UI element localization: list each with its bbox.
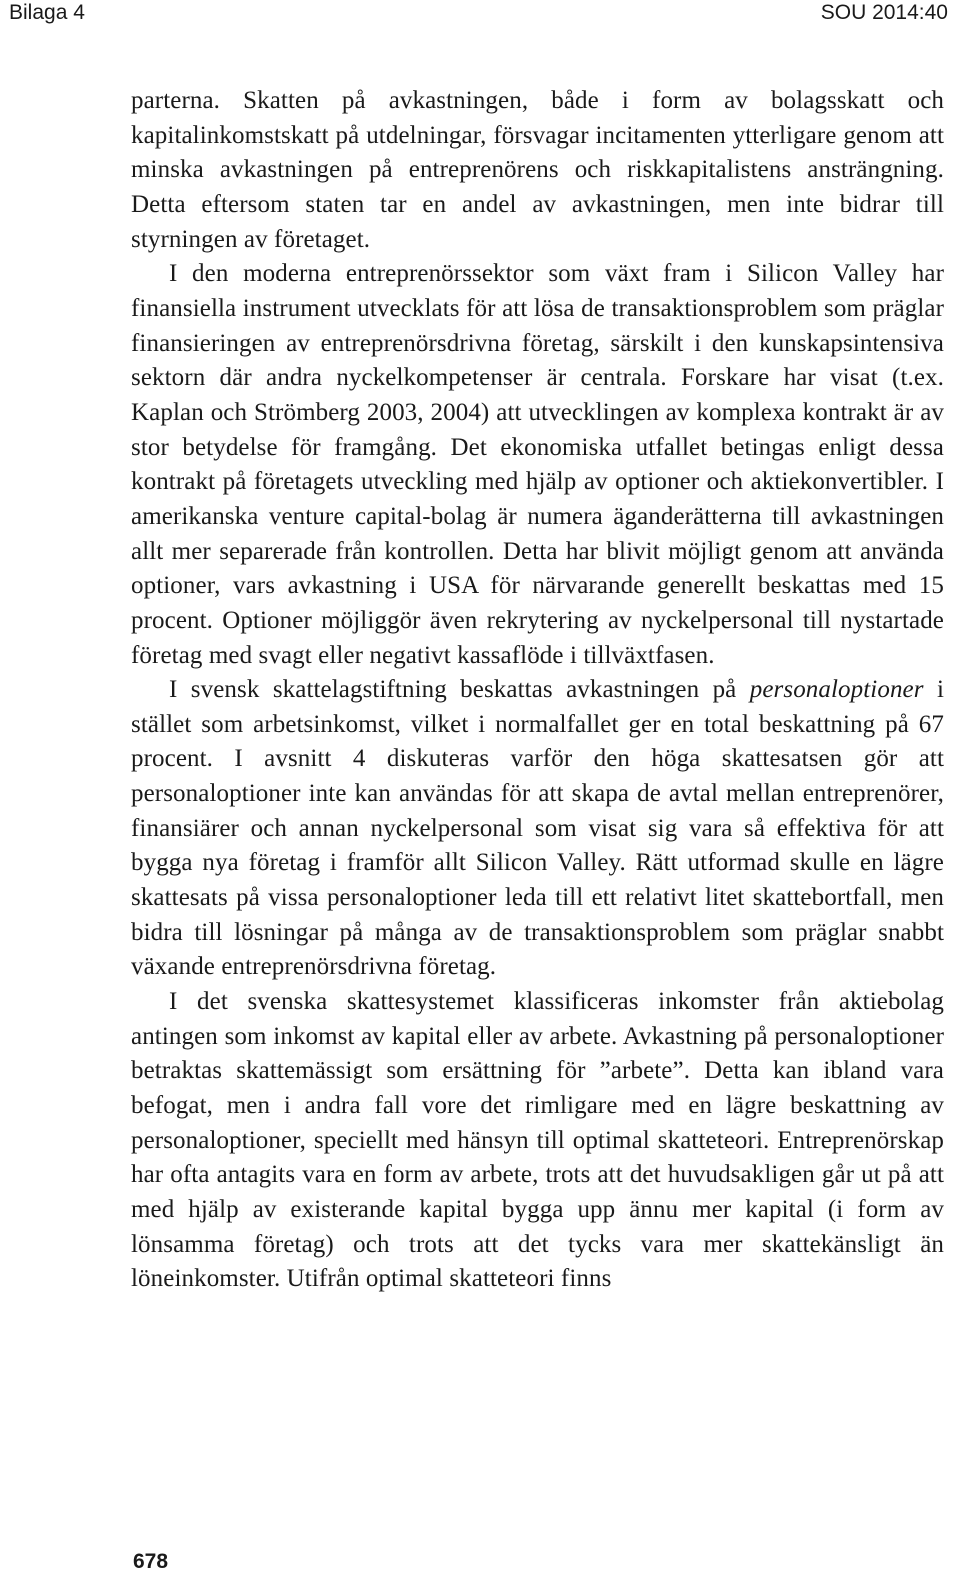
paragraph-1: parterna. Skatten på avkastningen, både i form av bolagsskatt och kapitalinkomstskatt på utdelningar, försvagar incitamenten ytterligare genom att minska avkastningen på entreprenörens och riskkapitalistens ansträngning. Detta eftersom staten tar en andel av avkastningen, men inte bidrar till styrningen av företaget. xyxy=(131,87,944,253)
header-report-id: SOU 2014:40 xyxy=(820,1,948,24)
body-text xyxy=(131,84,944,1297)
paragraph-2: I den moderna entreprenörssektor som växt fram i Silicon Valley har finansiella instrument utvecklats för att lösa de transaktionsproblem som präglar finansieringen av entreprenörsdrivna företag, särskilt i den kunskapsintensiva sektorn där andra nyckelkompetenser är centrala. Forskare har visat (t.ex. Kaplan och Strömberg 2003, 2004) att utvecklingen av komplexa kontrakt är av stor betydelse för framgång. Det ekonomiska utfallet betingas enligt dessa kontrakt på företagets utveckling med hjälp av optioner och aktiekonvertibler. I amerikanska venture capital-bolag är numera äganderätterna till avkastningen allt mer separerade från kontrollen. Detta har blivit möjligt genom att använda optioner, vars avkastning i USA för närvarande generellt beskattas med 15 procent. Optioner möjliggör även rekrytering av nyckelpersonal till nystartade företag med svagt eller negativt kassaflöde i tillväxtfasen. xyxy=(131,260,944,669)
page-number: 678 xyxy=(133,1550,169,1573)
paragraph-3 xyxy=(131,673,944,985)
paragraph-3-rest: i stället som arbetsinkomst, vilket i normalfallet ger en total beskattning på 67 procent. I avsnitt 4 diskuteras varför den höga skattesatsen gör att personaloptioner inte kan användas för att skapa de avtal mellan entreprenörer, finansiärer och annan nyckelpersonal som visat sig vara så effektiva för att bygga nya företag i framför allt Silicon Valley. Rätt utformad skulle en lägre skattesats på vissa personaloptioner leda till ett relativt litet skattebortfall, men bidra till lösningar på många av de transaktionsproblem som präglar snabbt växande entreprenörsdrivna företag. xyxy=(131,676,944,981)
italic-term: personaloptioner xyxy=(749,676,924,704)
paragraph-4: I det svenska skattesystemet klassificeras inkomster från aktiebolag antingen som inkomst av kapital eller av arbete. Avkastning på personaloptioner betraktas skattemässigt som ersättning för ”arbete”. Detta kan ibland vara befogat, men i andra fall vore det rimligare med en lägre beskattning av personaloptioner, speciellt med hänsyn till optimal skatteteori. Entreprenörskap har ofta antagits vara en form av arbete, trots att det huvudsakligen går ut på att med hjälp av existerande kapital bygga upp ännu mer kapital (i form av lönsamma företag) och trots att det tycks vara mer skattekänsligt än löneinkomster. Utifrån optimal skatteteori finns xyxy=(131,988,944,1293)
paragraph-3-start: I svensk skattelagstiftning beskattas avkastningen på xyxy=(169,676,750,704)
header-appendix-label: Bilaga 4 xyxy=(9,1,85,24)
